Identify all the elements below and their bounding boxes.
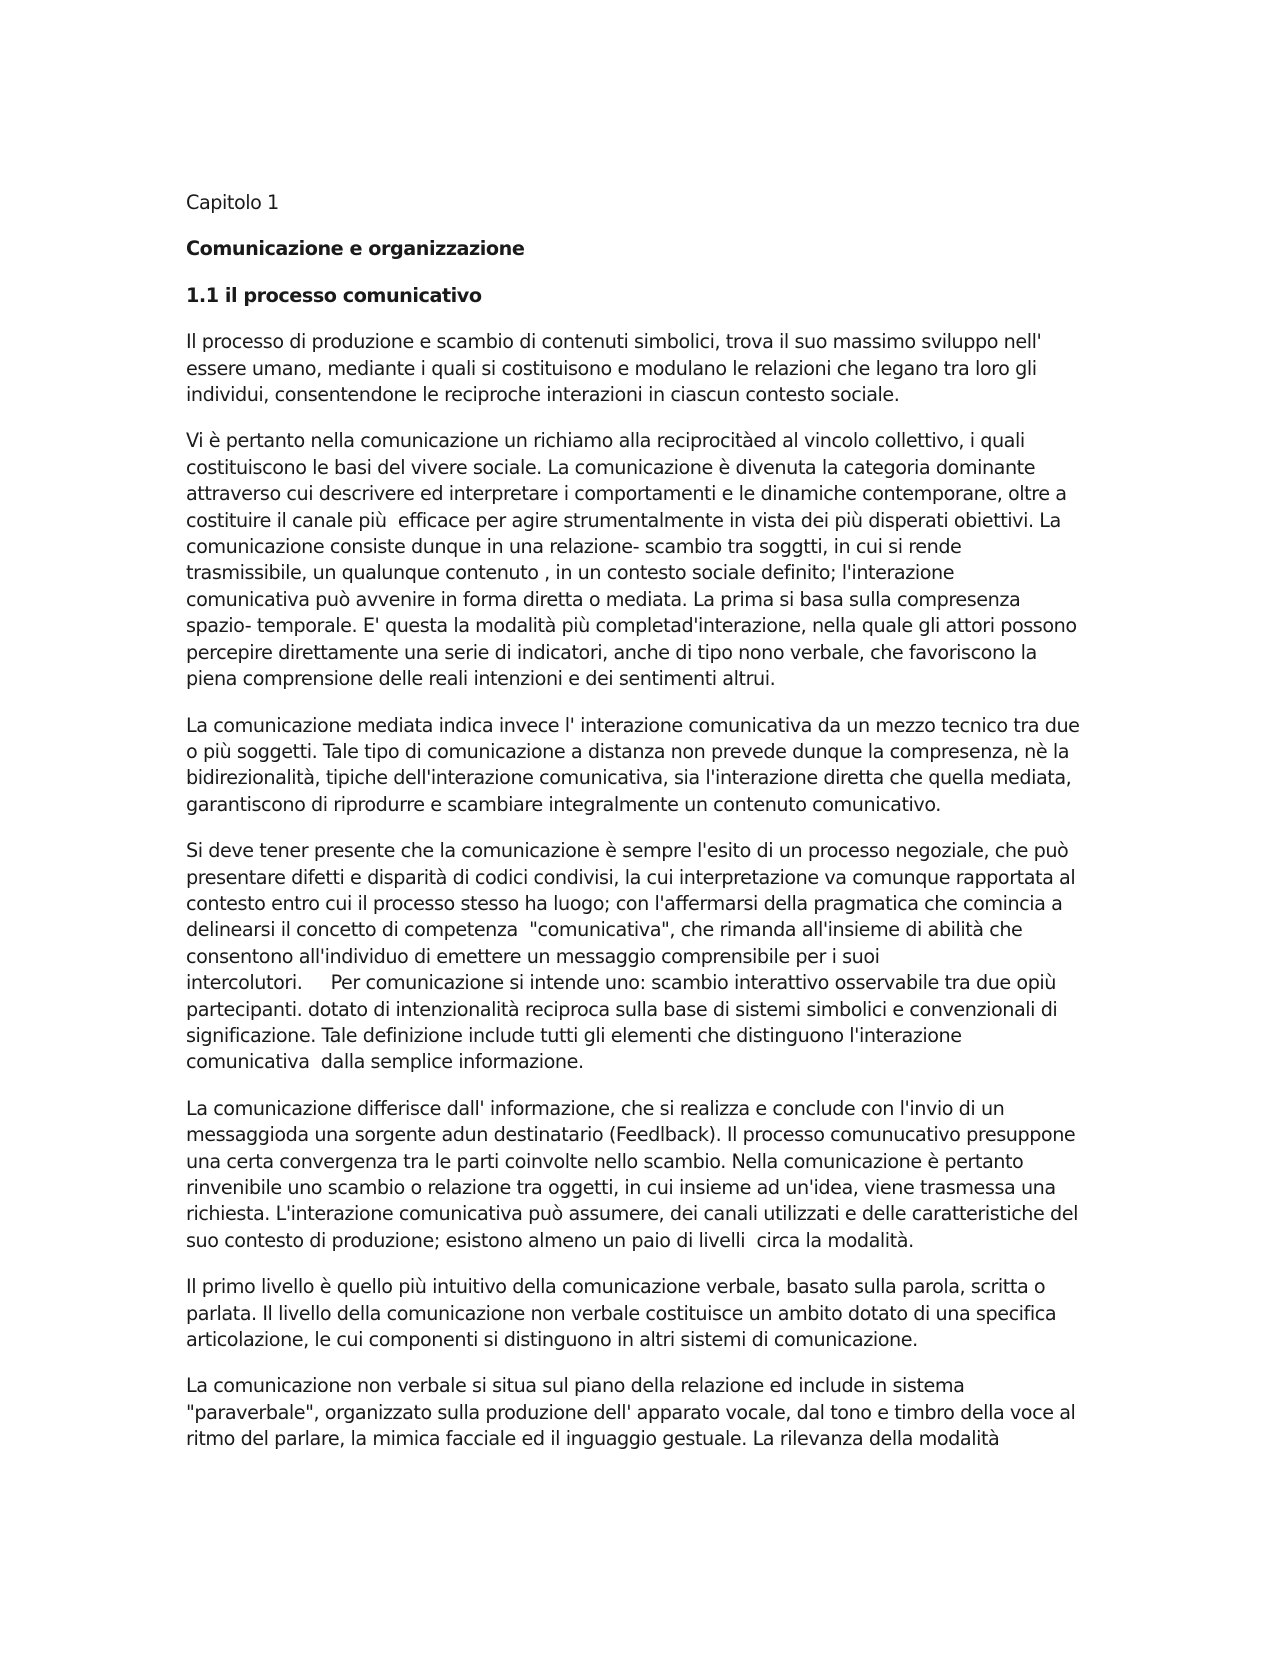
paragraph-line: La comunicazione mediata indica invece l' interazione comunicativa da un mezzo tecnico tra due (186, 713, 1080, 737)
paragraph-line: Il processo di produzione e scambio di contenuti simbolici, trova il suo massimo sviluppo nell' (186, 330, 1042, 354)
paragraph-line: delinearsi il concetto di competenza "comunicativa", che rimanda all'insieme di abilità che (186, 918, 1023, 942)
paragraph-line: richiesta. L'interazione comunicativa può assumere, dei canali utilizzati e delle caratteristiche del (186, 1202, 1078, 1226)
paragraph-line: comunicazione consiste dunque in una relazione- scambio tra soggtti, in cui si rende (186, 535, 962, 559)
paragraph-list (186, 329, 1091, 1452)
paragraph-line: o più soggetti. Tale tipo di comunicazione a distanza non prevede dunque la compresenza, nè la (186, 739, 1070, 763)
paragraph-line: significazione. Tale definizione include tutti gli elementi che distinguono l'interazione (186, 1023, 962, 1047)
paragraph-line: partecipanti. dotato di intenzionalità reciproca sulla base di sistemi simbolici e convenzionali di (186, 997, 1058, 1021)
paragraph-line: suo contesto di produzione; esistono almeno un paio di livelli circa la modalità. (186, 1228, 914, 1252)
paragraph-line: spazio- temporale. E' questa la modalità più completad'interazione, nella quale gli attori possono (186, 614, 1077, 638)
section-heading: 1.1 il processo comunicativo (186, 283, 482, 307)
paragraph-line: trasmissibile, un qualunque contenuto , in un contesto sociale definito; l'interazione (186, 561, 955, 585)
paragraph-line: La comunicazione differisce dall' informazione, che si realizza e conclude con l'invio di un (186, 1096, 1005, 1120)
paragraph-line: bidirezionalità, tipiche dell'interazione comunicativa, sia l'interazione diretta che quella mediata, (186, 766, 1072, 790)
paragraph-line: "paraverbale", organizzato sulla produzione dell' apparato vocale, dal tono e timbro della voce al (186, 1400, 1076, 1424)
paragraph-line: costituiscono le basi del vivere sociale. La comunicazione è divenuta la categoria dominante (186, 455, 1036, 479)
paragraph-line: parlata. Il livello della comunicazione non verbale costituisce un ambito dotato di una specifica (186, 1301, 1057, 1325)
paragraph-line: individui, consentendone le reciproche interazioni in ciascun contesto sociale. (186, 383, 900, 407)
paragraph-line: piena comprensione delle reali intenzioni e dei sentimenti altrui. (186, 667, 776, 691)
paragraph (186, 838, 1091, 1076)
paragraph-line: La comunicazione non verbale si situa sul piano della relazione ed include in sistema (186, 1374, 965, 1398)
paragraph-line: costituire il canale più efficace per agire strumentalmente in vista dei più disperati obiettivi. La (186, 508, 1061, 532)
paragraph-line: consentono all'individuo di emettere un messaggio comprensibile per i suoi (186, 944, 880, 968)
paragraph-line: Si deve tener presente che la comunicazione è sempre l'esito di un processo negoziale, che può (186, 839, 1069, 863)
paragraph (186, 1274, 1091, 1353)
paragraph-line: Vi è pertanto nella comunicazione un richiamo alla reciprocitàed al vincolo collettivo, i quali (186, 429, 1025, 453)
paragraph-line: presentare difetti e disparità di codici condivisi, la cui interpretazione va comunque rapportata al (186, 865, 1076, 889)
paragraph-line: ritmo del parlare, la mimica facciale ed il inguaggio gestuale. La rilevanza della modalità (186, 1427, 1000, 1451)
paragraph-line: rinvenibile uno scambio o relazione tra oggetti, in cui insieme ad un'idea, viene trasmessa una (186, 1176, 1056, 1199)
paragraph-line: essere umano, mediante i quali si costituisono e modulano le relazioni che legano tra loro gli (186, 356, 1037, 380)
chapter-label: Capitolo 1 (186, 191, 279, 214)
paragraph-line: comunicativa dalla semplice informazione. (186, 1050, 584, 1074)
paragraph (186, 1096, 1091, 1254)
paragraph (186, 1373, 1091, 1452)
paragraph-line: intercolutori. Per comunicazione si intende uno: scambio interattivo osservabile tra due opiù (186, 971, 1057, 995)
paragraph-line: una certa convergenza tra le parti coinvolte nello scambio. Nella comunicazione è pertanto (186, 1149, 1024, 1173)
paragraph-line: comunicativa può avvenire in forma diretta o mediata. La prima si basa sulla compresenza (186, 587, 1021, 611)
paragraph-line: attraverso cui descrivere ed interpretare i comportamenti e le dinamiche contemporane, oltre a (186, 482, 1067, 506)
paragraph (186, 428, 1091, 692)
paragraph (186, 329, 1091, 408)
paragraph-line: contesto entro cui il processo stesso ha luogo; con l'affermarsi della pragmatica che comincia a (186, 891, 1063, 915)
document-body (186, 190, 1091, 1473)
document-title: Comunicazione e organizzazione (186, 237, 525, 261)
paragraph (186, 713, 1091, 819)
paragraph-line: messaggioda una sorgente adun destinatario (Feedlback). Il processo comunucativo presuppone (186, 1123, 1076, 1147)
paragraph-line: percepire direttamente una serie di indicatori, anche di tipo nono verbale, che favoriscono la (186, 640, 1037, 664)
paragraph-line: garantiscono di riprodurre e scambiare integralmente un contenuto comunicativo. (186, 792, 941, 816)
paragraph-line: Il primo livello è quello più intuitivo della comunicazione verbale, basato sulla parola, scritta o (186, 1275, 1046, 1299)
paragraph-line: articolazione, le cui componenti si distinguono in altri sistemi di comunicazione. (186, 1328, 918, 1352)
